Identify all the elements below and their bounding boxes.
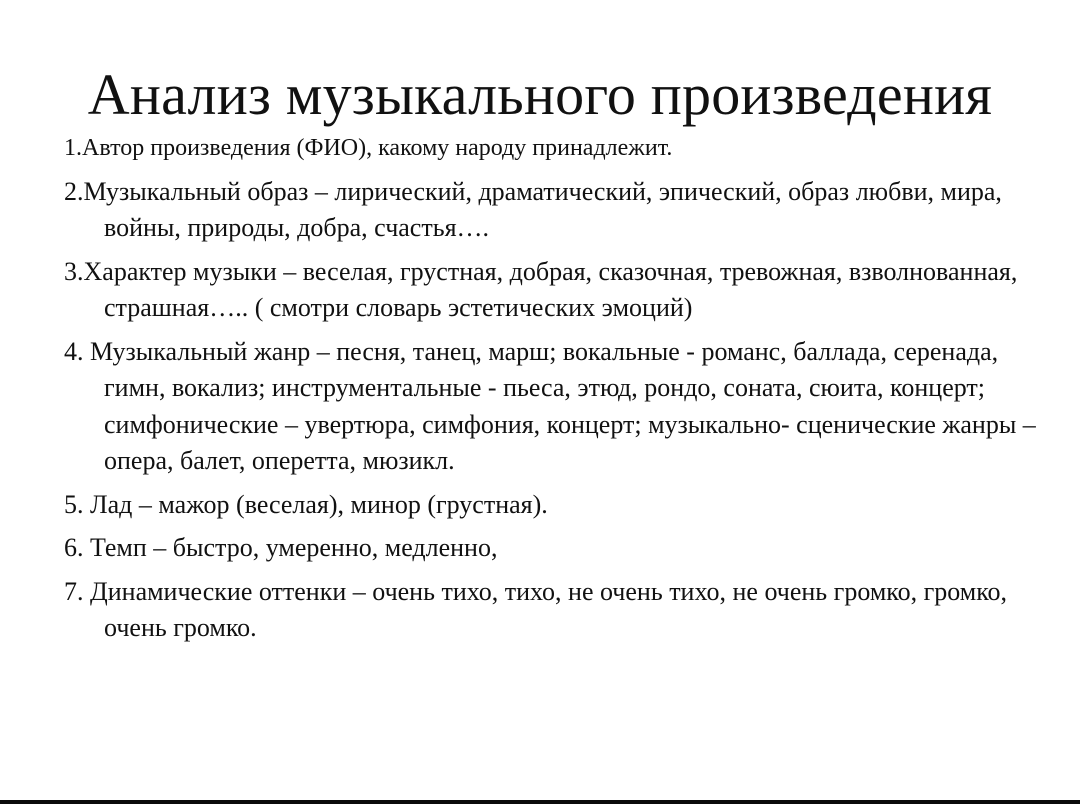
- list-item-musical-image: 2.Музыкальный образ – лирический, драматический, эпический, образ любви, мира, войны, природы, добра, счастья….: [64, 176, 1002, 242]
- list-item-dynamics: 7. Динамические оттенки – очень тихо, тихо, не очень тихо, не очень громко, громко, очень громко.: [64, 576, 1008, 642]
- list-item-mode: 5. Лад – мажор (веселая), минор (грустная).: [64, 489, 548, 519]
- bottom-border: [0, 800, 1080, 804]
- list-item-tempo: 6. Темп – быстро, умеренно, медленно,: [64, 533, 498, 562]
- analysis-list: [64, 130, 1054, 647]
- list-item-character: 3.Характер музыки – веселая, грустная, добрая, сказочная, тревожная, взволнованная, страшная….. ( смотри словарь эстетических эмоций): [64, 256, 1018, 322]
- list-item-genre: 4. Музыкальный жанр – песня, танец, марш; вокальные - романс, баллада, серенада, гимн, вокализ; инструментальные - пьеса, этюд, рондо, соната, сюита, концерт; симфонические – увертюра, симфония, концерт; музыкально- сценические жанры – опера, балет, оперетта, мюзикл.: [64, 336, 1036, 475]
- list-item-author: 1.Автор произведения (ФИО), какому народу принадлежит.: [64, 135, 673, 161]
- slide-title: Анализ музыкального произведения: [87, 62, 993, 127]
